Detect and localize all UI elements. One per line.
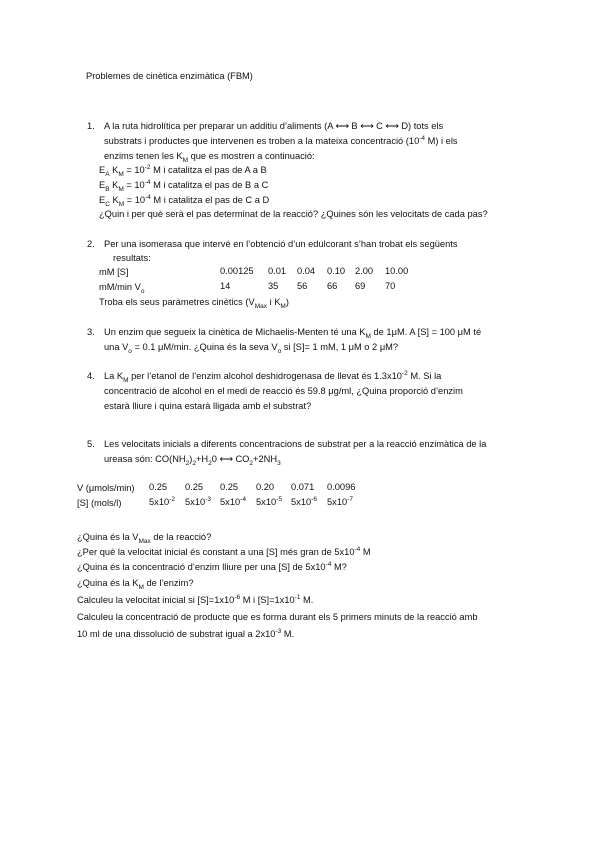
problem-5-question-1: ¿Quina és la $V_{Max}$ de la reacció? (77, 532, 212, 545)
problem-5-line-1: Les velocitats inicials a diferents concentracions de substrat per a la reacció enzimàtica de la (104, 439, 487, 449)
table-cell: 0.10 (327, 266, 346, 276)
problem-2-line-1: Per una isomerasa que intervé en l’obtenció d’un edulcorant s’han trobat els següents (104, 239, 458, 249)
problem-5-question-4: ¿Quina és la $K_M$ de l’enzim? (77, 578, 194, 591)
table-cell: 35 (268, 281, 279, 291)
problem-1-line-2: substrats i productes que intervenen es troben a la mateixa concentració ($10^{-4}$ M) i els (104, 134, 458, 146)
enzyme-b-line: $E_B$ $K_M = 10^{-4}$ M i catalitza el pas de B a C (99, 178, 269, 193)
table-cell: 0.00125 (220, 266, 254, 276)
problem-3-number: 3. (87, 327, 95, 337)
table-row-label-s: mM [S] (99, 267, 129, 277)
problem-5-question-7: 10 ml de una dissolució de substrat igual a $2x10^{-3}$ M. (77, 627, 295, 639)
problem-4-line-3: estarà lliure i quina estarà lligada amb el substrat? (104, 401, 312, 411)
table-cell: $5x10^{-6}$ (291, 495, 317, 507)
problem-2-number: 2. (87, 239, 95, 249)
table-cell: $5x10^{-5}$ (256, 495, 282, 507)
problem-1-number: 1. (87, 121, 95, 131)
table-cell: $5x10^{-2}$ (149, 495, 175, 507)
table-cell: 66 (327, 281, 338, 291)
table-cell: 70 (385, 281, 396, 291)
problem-5-question-3: ¿Quina és la concentració d’enzim lliure per una [S] de $5x10^{-4}$ M? (77, 560, 347, 572)
table-cell: 0.25 (220, 482, 239, 492)
table-row-label-substrate: [S] (mols/l) (77, 498, 122, 508)
table-cell: 2.00 (355, 266, 374, 276)
table-cell: $5x10^{-4}$ (220, 495, 246, 507)
problem-3-line-1: Un enzim que segueix la cinètica de Michaelis-Menten té una $K_M$ de 1μM. A [S] = 100 μM té (104, 327, 482, 340)
table-cell: 0.20 (256, 482, 275, 492)
problem-1-question: ¿Quin i per què serà el pas determinat de la reacció? ¿Quines són les velocitats de cada pas? (99, 209, 488, 219)
table-cell: $5x10^{-3}$ (185, 495, 211, 507)
problem-4-line-1: La $K_M$ per l’etanol de l’enzim alcohol deshidrogenasa de llevat és $1.3x10^{-2}$ M. Si la (104, 369, 442, 384)
page-title: Problemes de cinètica enzimàtica (FBM) (86, 71, 253, 81)
problem-4-line-2: concentració de alcohol en el medi de reacció és 59.8 μg/ml, ¿Quina proporció d’enzim (104, 386, 463, 396)
table-cell: 0.01 (268, 266, 287, 276)
problem-5-number: 5. (87, 439, 95, 449)
table-cell: 0.25 (185, 482, 204, 492)
problem-5-question-6: Calculeu la concentració de producte que es forma durant els 5 primers minuts de la reacció amb (77, 612, 478, 622)
table-cell: 0.04 (297, 266, 316, 276)
problem-5-line-2: ureasa són: $CO(NH_2)_2+H_20$ ⟷ $CO_2+2NH_3$ (104, 454, 281, 467)
table-cell: 0.0096 (327, 482, 356, 492)
table-cell: 0.071 (291, 482, 315, 492)
problem-5-question-2: ¿Per què la velocitat inicial és constant a una [S] més gran de $5x10^{-4}$ M (77, 545, 371, 557)
table-cell: 14 (220, 281, 231, 291)
table-cell: 10.00 (385, 266, 409, 276)
enzyme-a-line: $E_A$ $K_M = 10^{-2}$ M i catalitza el pas de A a B (99, 163, 267, 178)
problem-3-line-2: una $V_o = 0.1$ μM/min. ¿Quina és la seva $V_o$ si [S]= 1 mM, 1 μM o 2 μM? (104, 342, 399, 355)
table-cell: $5x10^{-7}$ (327, 495, 353, 507)
table-row-label-velocity: V (μmols/min) (77, 483, 135, 493)
problem-1-line-1: A la ruta hidrolítica per preparar un additiu d’aliments (A ⟷ B ⟷ C ⟷ D) tots els (104, 121, 444, 131)
problem-1-line-3: enzims tenen les $K_M$ que es mostren a continuació: (104, 151, 315, 164)
table-cell: 0.25 (149, 482, 168, 492)
problem-2-question: Troba els seus paràmetres cinètics ($V_{Max}$ i $K_M$) (99, 297, 289, 310)
table-row-label-v: mM/min $V_o$ (99, 282, 145, 295)
problem-4-number: 4. (87, 371, 95, 381)
enzyme-c-line: $E_C$ $K_M = 10^{-4}$ M i catalitza el pas de C a D (99, 193, 270, 208)
table-cell: 56 (297, 281, 308, 291)
problem-5-question-5: Calculeu la velocitat inicial si $[S]=1x10^{-6}$ M i $[S]=1x10^{-1}$ M. (77, 593, 314, 605)
problem-2-line-2: resultats: (113, 253, 151, 263)
table-cell: 69 (355, 281, 366, 291)
